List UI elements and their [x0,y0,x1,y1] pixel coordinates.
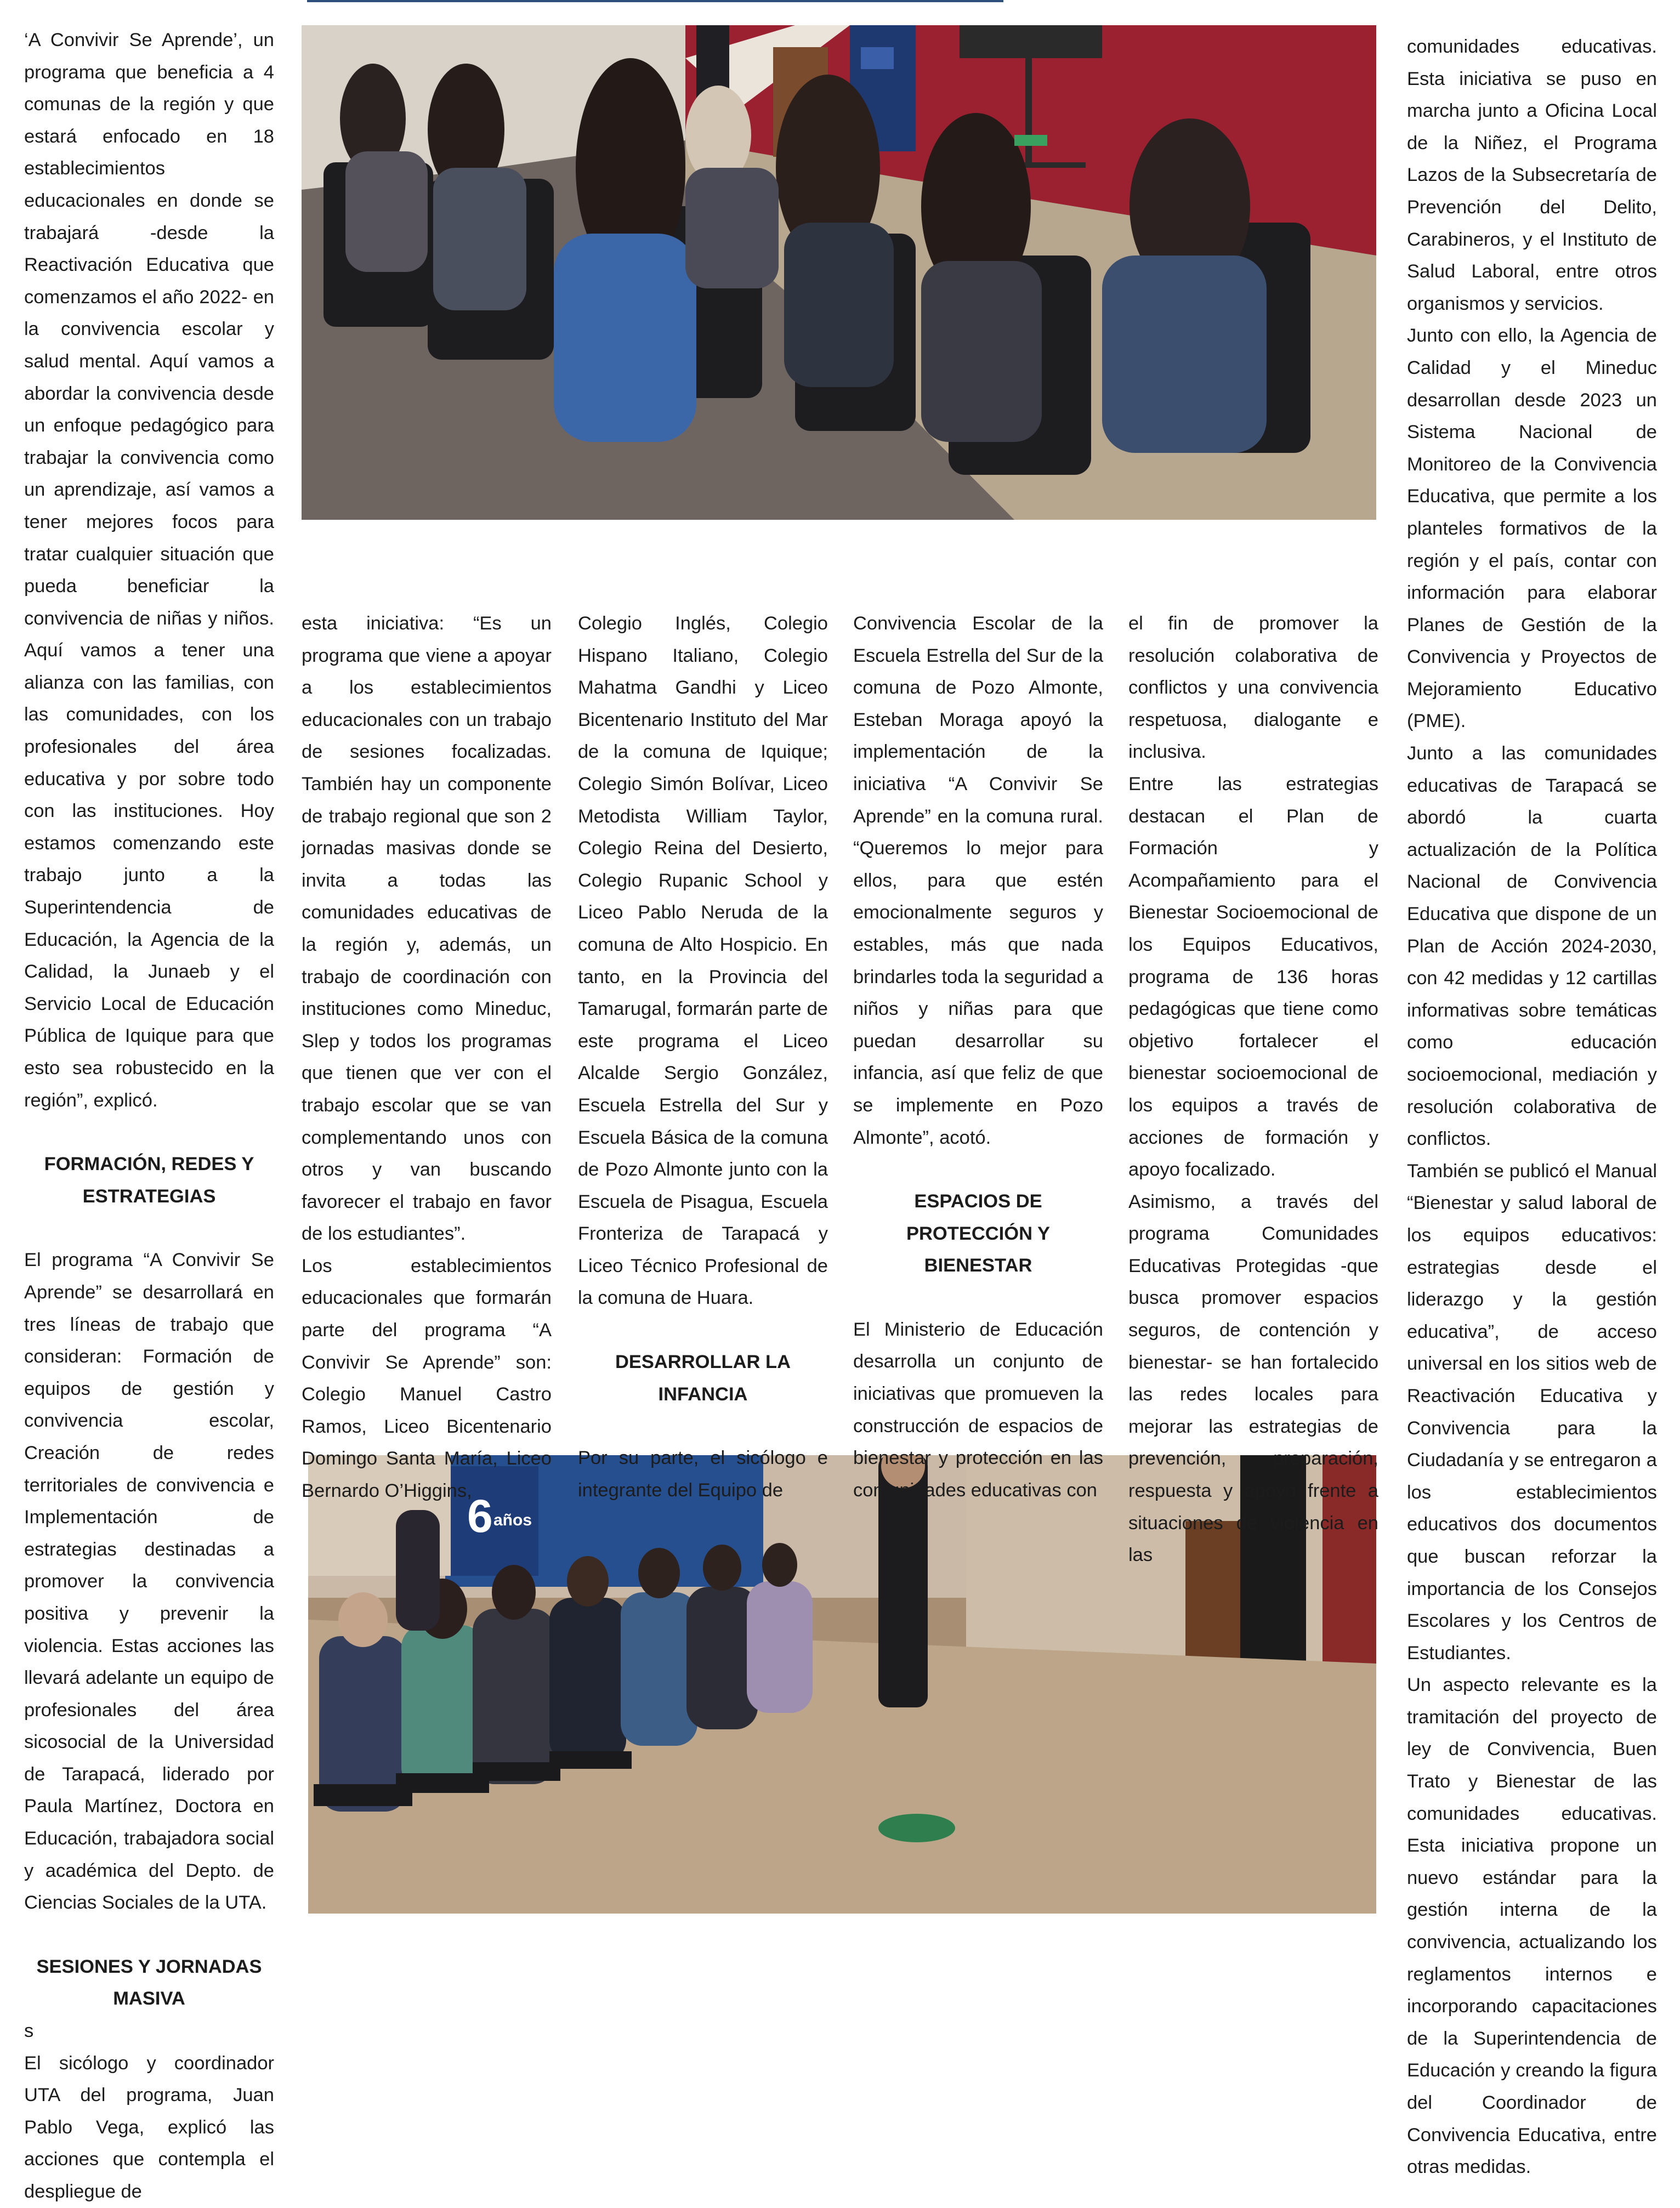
paragraph: Asimismo, a través del programa Comunidades Educativas Protegidas -que busca promover espacios seguros, de contención y bienestar- se han fortalecido las redes locales para mejorar las estrategias de prevención, preparación, respuesta y apoyo frente a situaciones de violencia en las [1128,1191,1378,1566]
paragraph: comunidades educativas. Esta iniciativa se puso en marcha junto a Oficina Local de la Niñez, el Programa Lazos de la Subsecretaría de Prevención del Delito, Carabineros, y el Instituto de Salud Laboral, entre otros organismos y servicios. [1407,36,1657,314]
paragraph: El Ministerio de Educación desarrolla un conjunto de iniciativas que promueven la construcción de espacios de bienestar y protección en las comunidades educativas con [853,1319,1103,1501]
banner-word: años [493,1511,532,1529]
section-heading: DESARROLLAR LA INFANCIA [615,1352,791,1405]
photo-audience-rows [302,25,1376,520]
paragraph: Entre las estrategias destacan el Plan de Formación y Acompañamiento para el Bienestar Socioemocional de los Equipos Educativos, programa de 136 horas pedagógicas que tiene como objetivo fortalecer el bienestar socioemocional de los equipos a través de acciones de formación y apoyo focalizado. [1128,773,1378,1180]
text-column-5 [1128,608,1378,1571]
section-heading: FORMACIÓN, REDES Y ESTRATEGIAS [44,1154,254,1207]
paragraph: Junto a las comunidades educativas de Tarapacá se abordó la cuarta actualización de la Política Nacional de Convivencia Educativa que dispone de un Plan de Acción 2024-2030, con 42 medidas y 12 cartillas informativas sobre temáticas como educación socioemocional, mediación y resolución colaborativa de conflictos. [1407,743,1657,1150]
paragraph: s [24,2020,34,2042]
top-rule [307,0,1003,2]
paragraph: Por su parte, el sicólogo e integrante del Equipo de [578,1448,828,1501]
text-column-3 [578,608,828,1506]
paragraph: El programa “A Convivir Se Aprende” se desarrollará en tres líneas de trabajo que consideran: Formación de equipos de gestión y convivencia escolar, Creación de redes territoriales de convivencia e Implementación de estrategias destinadas a promover la convivencia positiva y prevenir la violencia. Estas acciones las llevará adelante un equipo de profesionales del área sicosocial de la Universidad de Tarapacá, liderado por Paula Martínez, Doctora en Educación, trabajadora social y académica del Depto. de Ciencias Sociales de la UTA. [24,1250,274,1914]
paragraph: El sicólogo y coordinador UTA del programa, Juan Pablo Vega, explicó las acciones que contempla el despliegue de [24,2052,274,2202]
text-column-2 [302,608,552,1507]
paragraph: Colegio Inglés, Colegio Hispano Italiano, Colegio Mahatma Gandhi y Liceo Bicentenario Instituto del Mar de la comuna de Iquique; Colegio Simón Bolívar, Liceo Metodista William Taylor, Colegio Reina del Desierto, Colegio Rupanic School y Liceo Pablo Neruda de la comuna de Alto Hospicio. En tanto, en la Provincia del Tamarugal, formarán parte de este programa el Liceo Alcalde Sergio González, Escuela Estrella del Sur y Escuela Básica de la comuna de Pozo Almonte junto con la Escuela de Pisagua, Escuela Fronteriza de Tarapacá y Liceo Técnico Profesional de la comuna de Huara. [578,613,828,1309]
paragraph: Un aspecto relevante es la tramitación del proyecto de ley de Convivencia, Buen Trato y Bienestar de las comunidades educativas. Esta iniciativa propone un nuevo estándar para la gestión interna de la convivencia, actualizando los reglamentos internos e incorporando capacitaciones de la Superintendencia de Educación y creando la figura del Coordinador de Convivencia Educativa, entre otras medidas. [1407,1675,1657,2178]
paragraph: También se publicó el Manual “Bienestar y salud laboral de los equipos educativos: estrategias desde el liderazgo y la gestión educativa”, de acceso universal en los sitios web de Reactivación Educativa y Convivencia para la Ciudadanía y se entregaron a los establecimientos educativos dos documentos que buscan reforzar la importancia de los Consejos Escolares y los Centros de Estudiantes. [1407,1160,1657,1664]
paragraph: Convivencia Escolar de la Escuela Estrella del Sur de la comuna de Pozo Almonte, Esteban Moraga apoyó la implementación de la iniciativa “A Convivir Se Aprende” en la comuna rural. “Queremos lo mejor para ellos, para que estén emocionalmente seguros y estables, más que nada brindarles toda la seguridad a niños y niñas para que puedan desarrollar su infancia, así que feliz de que se implemente en Pozo Almonte”, acotó. [853,613,1103,1148]
section-heading: SESIONES Y JORNADAS MASIVA [36,1956,262,2010]
paragraph: ‘A Convivir Se Aprende’, un programa que beneficia a 4 comunas de la región y que estará enfocado en 18 establecimientos educacionales en donde se trabajará -desde la Reactivación Educativa que comenzamos el año 2022- en la convivencia escolar y salud mental. Aquí vamos a abordar la convivencia desde un enfoque pedagógico para trabajar la convivencia como un aprendizaje, así vamos a tener mejores focos para tratar cualquier situación que pueda beneficiar la convivencia de niñas y niños. Aquí vamos a tener una alianza con las familias, con las comunidades, con los profesionales del área educativa y por sobre todo con las instituciones. Hoy estamos comenzando este trabajo junto a la Superintendencia de Educación, la Agencia de la Calidad, la Junaeb y el Servicio Local de Educación Pública de Iquique para que esto sea robustecido en la región”, explicó. [24,30,274,1111]
paragraph: Los establecimientos educacionales que formarán parte del programa “A Convivir Se Aprende” son: Colegio Manuel Castro Ramos, Liceo Bicentenario Domingo Santa María, Liceo Bernardo O’Higgins, [302,1255,552,1502]
text-column-1 [24,24,274,2208]
paragraph: Junto con ello, la Agencia de Calidad y el Mineduc desarrollan desde 2023 un Sistema Nacional de Monitoreo de la Convivencia Educativa, que permite a los planteles formativos de la región y el país, contar con información para elaborar Planes de Gestión de la Convivencia y Proyectos de Mejoramiento Educativo (PME). [1407,325,1657,732]
paragraph: esta iniciativa: “Es un programa que viene a apoyar a los establecimientos educacionales con un trabajo de sesiones focalizadas. También hay un componente de trabajo regional que son 2 jornadas masivas donde se invita a todas las comunidades educativas de la región y, además, un trabajo de coordinación con instituciones como Mineduc, Slep y todos los programas que tienen que ver con el trabajo escolar que se van complementando unos con otros y van buscando favorecer el trabajo en favor de los estudiantes”. [302,613,552,1245]
paragraph: el fin de promover la resolución colaborativa de conflictos y una convivencia respetuosa, dialogante e inclusiva. [1128,613,1378,763]
section-heading: ESPACIOS DE PROTECCIÓN Y BIENESTAR [906,1191,1050,1276]
text-column-4 [853,608,1103,1506]
banner-number: 6 [467,1490,493,1542]
text-column-6 [1407,31,1657,2183]
